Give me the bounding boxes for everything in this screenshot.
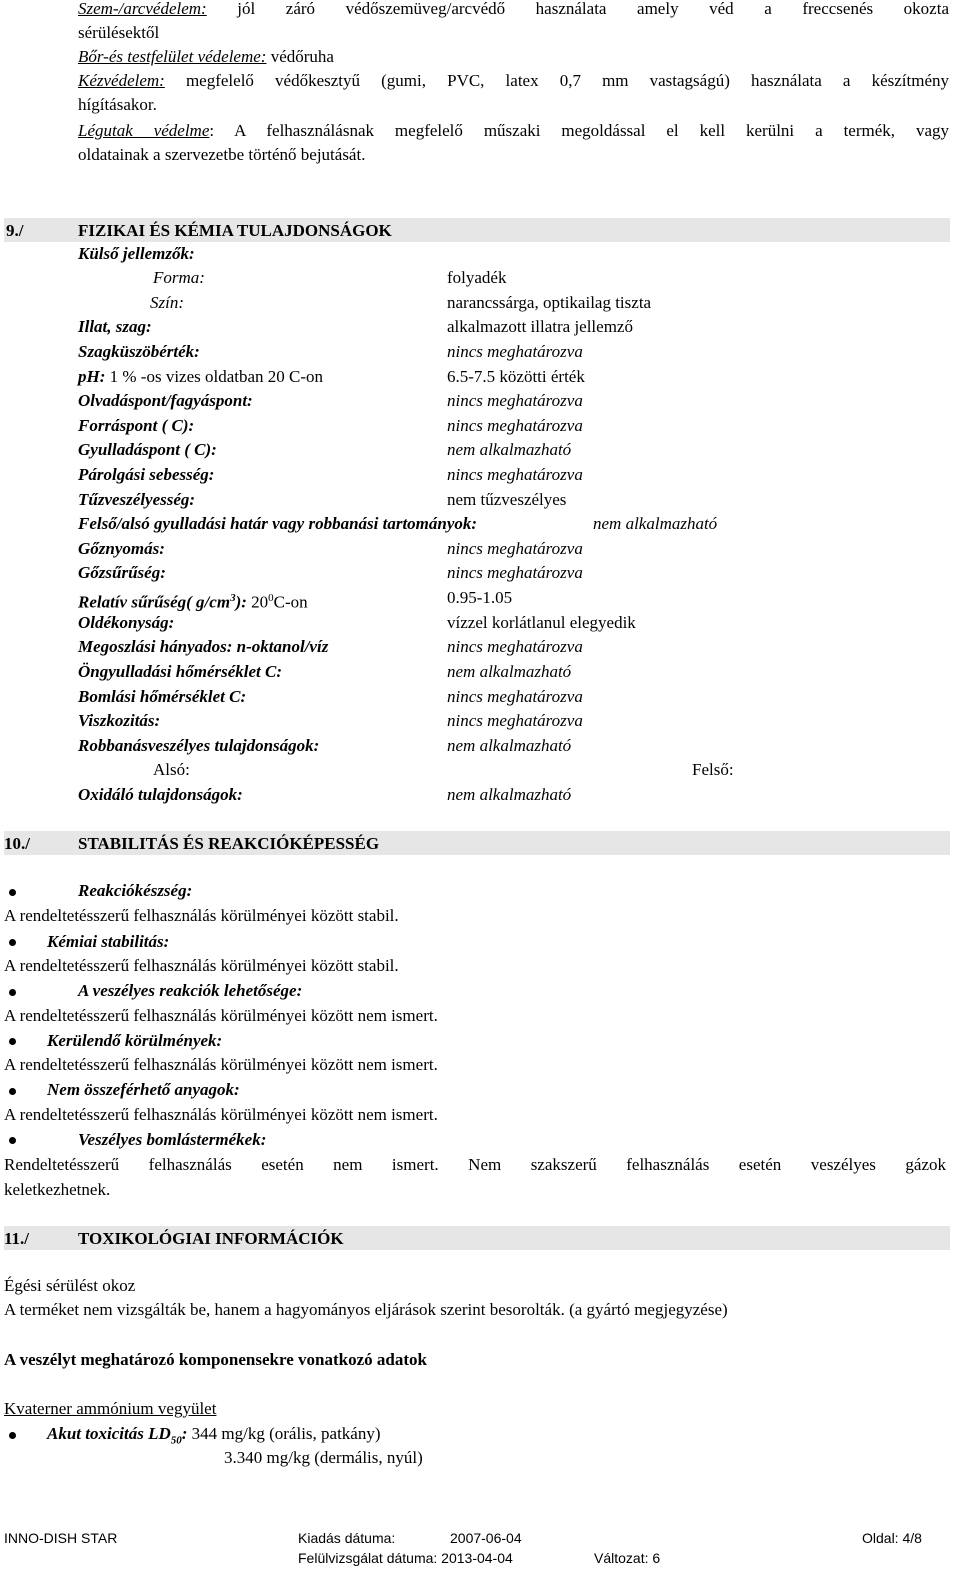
- solubility-label: Oldékonyság:: [78, 613, 175, 632]
- skin-protection-text: védőruha: [266, 47, 334, 66]
- components-heading: A veszélyt meghatározó komponensekre vonatkozó adatok: [4, 1350, 427, 1369]
- incompatible-materials-label: Nem összeférhető anyagok:: [47, 1080, 240, 1099]
- acute-toxicity-label: Akut toxicitás LD: [47, 1424, 171, 1443]
- skin-protection-label: Bőr-és testfelület védeleme:: [78, 47, 267, 66]
- reactivity-text: A rendeltetésszerű felhasználás körülményei között stabil.: [4, 906, 399, 925]
- partition-coefficient-label: Megoszlási hányados: n-oktanol/víz: [78, 637, 329, 656]
- ph-label: [78, 366, 323, 388]
- viscosity-label: Viszkozitás:: [78, 711, 161, 730]
- vapour-pressure-value: nincs meghatározva: [447, 539, 583, 558]
- form-label: Forma:: [153, 268, 205, 287]
- color-label: Szín:: [150, 293, 184, 312]
- odor-value: alkalmazott illatra jellemző: [447, 317, 633, 336]
- oxidizing-properties-label: Oxidáló tulajdonságok:: [78, 785, 243, 804]
- bullet-icon: [9, 939, 16, 946]
- color-value: narancssárga, optikailag tiszta: [447, 293, 652, 312]
- bullet-icon: [9, 1137, 16, 1144]
- flammability-value: nem tűzveszélyes: [447, 490, 567, 509]
- section-10-number: 10./: [4, 834, 30, 853]
- burn-statement: Égési sérülést okoz: [4, 1276, 136, 1295]
- hazardous-reactions-label: A veszélyes reakciók lehetősége:: [78, 981, 303, 1000]
- footer-version: Változat: 6: [594, 1550, 661, 1566]
- explosive-properties-value: nem alkalmazható: [447, 736, 572, 755]
- autoignition-value: nem alkalmazható: [447, 662, 572, 681]
- form-value: folyadék: [447, 268, 507, 287]
- ph-value: 6.5-7.5 közötti érték: [447, 367, 585, 386]
- hand-protection-text-cont: hígításakor.: [78, 95, 157, 114]
- hazardous-reactions-text: A rendeltetésszerű felhasználás körülményei között nem ismert.: [4, 1006, 438, 1025]
- bullet-icon: [9, 1432, 16, 1439]
- respiratory-protection-text: : A felhasználásnak megfelelő műszaki megoldással el kell kerülni a termék, vagy: [209, 121, 949, 140]
- section-11-number: 11./: [4, 1229, 30, 1248]
- lower-limit-label: Alsó:: [153, 760, 190, 779]
- bullet-icon: [9, 989, 16, 996]
- incompatible-materials-text: A rendeltetésszerű felhasználás körülményei között nem ismert.: [4, 1105, 438, 1124]
- relative-density-value: 0.95-1.05: [447, 588, 513, 607]
- acute-toxicity-oral: 344 mg/kg (orális, patkány): [187, 1424, 381, 1443]
- acute-toxicity-dermal: 3.340 mg/kg (dermális, nyúl): [224, 1448, 423, 1467]
- relative-density-label-d: C-on: [273, 592, 308, 612]
- classification-note: A terméket nem vizsgálták be, hanem a hagyományos eljárások szerint besorolták. (a gyártó megjegyzése): [4, 1300, 728, 1319]
- footer-issue-label: Kiadás dátuma:: [298, 1530, 396, 1546]
- relative-density-label-c: 20: [246, 592, 269, 612]
- eye-protection-line: [78, 0, 949, 20]
- chemical-stability-text: A rendeltetésszerű felhasználás körülményei között stabil.: [4, 956, 399, 975]
- explosion-limits-value: nem alkalmazható: [593, 514, 718, 533]
- evaporation-rate-value: nincs meghatározva: [447, 465, 583, 484]
- section-11-title: TOXIKOLÓGIAI INFORMÁCIÓK: [78, 1229, 344, 1248]
- vapour-density-label: Gőzsűrűség:: [78, 563, 166, 582]
- decomposition-products-text-cont: keletkezhetnek.: [4, 1180, 111, 1199]
- explosive-properties-label: Robbanásveszélyes tulajdonságok:: [78, 736, 320, 755]
- eye-protection-text: jól záró védőszemüveg/arcvédő használata amely véd a freccsenés okozta: [206, 0, 949, 18]
- respiratory-protection-line: [78, 120, 949, 142]
- eye-protection-text-cont: sérülésektől: [78, 23, 160, 42]
- component-name: Kvaterner ammónium vegyület: [4, 1399, 217, 1418]
- flash-point-label: Gyulladáspont ( C):: [78, 440, 217, 459]
- bullet-icon: [9, 889, 16, 896]
- hand-protection-text: megfelelő védőkesztyű (gumi, PVC, latex 0,7 mm vastagságú) használata a készítmény: [164, 71, 949, 90]
- footer-product-name: INNO-DISH STAR: [4, 1530, 118, 1546]
- external-properties-label: Külső jellemzők:: [78, 244, 195, 263]
- respiratory-protection-label: Légutak védelme: [78, 121, 210, 140]
- bullet-icon: [9, 1038, 16, 1045]
- conditions-to-avoid-text: A rendeltetésszerű felhasználás körülményei között nem ismert.: [4, 1055, 438, 1074]
- melting-point-value: nincs meghatározva: [447, 391, 583, 410]
- relative-density-sup: 3: [230, 592, 236, 604]
- section-10-title: STABILITÁS ÉS REAKCIÓKÉPESSÉG: [78, 834, 380, 853]
- section-9-header: [4, 218, 950, 242]
- vapour-pressure-label: Gőznyomás:: [78, 539, 165, 558]
- oxidizing-properties-value: nem alkalmazható: [447, 785, 572, 804]
- flammability-label: Tűzveszélyesség:: [78, 490, 196, 509]
- melting-point-label: Olvadáspont/fagyáspont:: [78, 391, 253, 410]
- boiling-point-label: Forráspont ( C):: [78, 416, 195, 435]
- odor-threshold-value: nincs meghatározva: [447, 342, 583, 361]
- relative-density-label-a: Relatív sűrűség( g/cm: [78, 592, 231, 612]
- autoignition-label: Öngyulladási hőmérséklet C:: [78, 662, 283, 681]
- section-9-number: 9./: [6, 221, 24, 240]
- relative-density-sup2: 0: [268, 592, 274, 604]
- footer-revision-date: Felülvizsgálat dátuma: 2013-04-04: [298, 1550, 513, 1566]
- skin-protection-line: [78, 46, 334, 68]
- evaporation-rate-label: Párolgási sebesség:: [78, 465, 215, 484]
- relative-density-label: [78, 587, 308, 614]
- explosion-limits-label: Felső/alsó gyulladási határ vagy robbanási tartományok:: [78, 514, 478, 533]
- ph-label-bold: pH:: [78, 367, 106, 386]
- decomposition-temp-label: Bomlási hőmérséklet C:: [78, 687, 247, 706]
- section-9-title: FIZIKAI ÉS KÉMIA TULAJDONSÁGOK: [78, 221, 392, 240]
- chemical-stability-label: Kémiai stabilitás:: [47, 932, 170, 951]
- decomposition-temp-value: nincs meghatározva: [447, 687, 583, 706]
- solubility-value: vízzel korlátlanul elegyedik: [447, 613, 636, 632]
- hand-protection-line: [78, 70, 949, 92]
- acute-toxicity-colon: :: [181, 1424, 188, 1443]
- relative-density-label-b: ):: [235, 592, 247, 612]
- bullet-icon: [9, 1088, 16, 1095]
- acute-toxicity-sub: 50: [170, 1434, 182, 1447]
- ph-label-rest: 1 % -os vizes oldatban 20 C-on: [105, 367, 324, 386]
- respiratory-protection-text-cont: oldatainak a szervezetbe történő bejutását.: [78, 145, 366, 164]
- viscosity-value: nincs meghatározva: [447, 711, 583, 730]
- decomposition-products-text: Rendeltetésszerű felhasználás esetén nem ismert. Nem szakszerű felhasználás esetén veszélyes gázok: [4, 1155, 946, 1174]
- reactivity-label: Reakciókészség:: [78, 881, 193, 900]
- section-11-header: [4, 1226, 950, 1250]
- upper-limit-label: Felső:: [692, 760, 734, 779]
- section-10-header: [4, 831, 950, 855]
- eye-protection-label: Szem-/arcvédelem:: [78, 0, 207, 18]
- boiling-point-value: nincs meghatározva: [447, 416, 583, 435]
- conditions-to-avoid-label: Kerülendő körülmények:: [47, 1031, 223, 1050]
- partition-coefficient-value: nincs meghatározva: [447, 637, 583, 656]
- vapour-density-value: nincs meghatározva: [447, 563, 583, 582]
- decomposition-products-label: Veszélyes bomlástermékek:: [78, 1130, 267, 1149]
- odor-threshold-label: Szagküszöbérték:: [78, 342, 200, 361]
- flash-point-value: nem alkalmazható: [447, 440, 572, 459]
- footer-page-number: Oldal: 4/8: [862, 1530, 922, 1546]
- footer-issue-date: 2007-06-04: [450, 1530, 522, 1546]
- odor-label: Illat, szag:: [78, 317, 152, 336]
- hand-protection-label: Kézvédelem:: [78, 71, 165, 90]
